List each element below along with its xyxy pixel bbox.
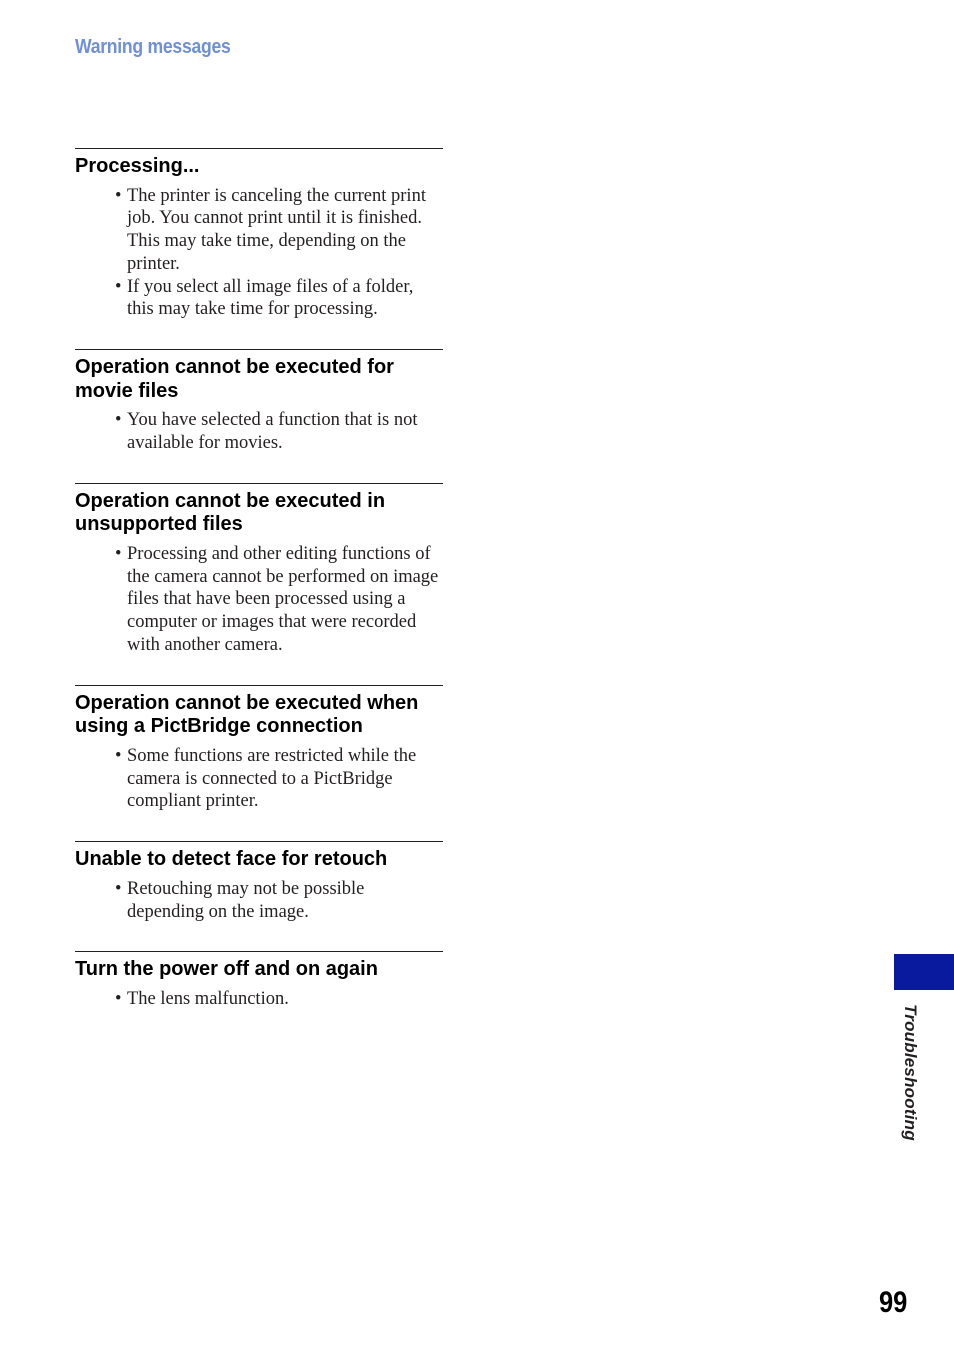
bullet-list xyxy=(75,878,443,924)
page-header-title: Warning messages xyxy=(75,36,231,58)
section-processing xyxy=(75,148,443,321)
bullet-item: • Retouching may not be possible depending on the image. xyxy=(127,878,443,924)
bullet-item: • The printer is canceling the current print job. You cannot print until it is finished. This may take time, depending on the printer. xyxy=(127,185,443,276)
warning-messages-list xyxy=(75,148,443,1039)
section-power-cycle xyxy=(75,951,443,1010)
bullet-list xyxy=(75,409,443,455)
bullet-list xyxy=(75,988,443,1011)
section-face-retouch xyxy=(75,841,443,923)
page-number: 99 xyxy=(879,1286,908,1319)
section-unsupported-files xyxy=(75,483,443,657)
chapter-tab-label: Troubleshooting xyxy=(901,1004,920,1141)
bullet-item: • You have selected a function that is not available for movies. xyxy=(127,409,443,455)
bullet-list xyxy=(75,185,443,322)
section-title: Unable to detect face for retouch xyxy=(75,848,388,871)
section-title: Operation cannot be executed for movie files xyxy=(75,356,394,402)
section-pictbridge xyxy=(75,685,443,813)
bullet-item: • Processing and other editing functions of the camera cannot be performed on image files that have been processed using a computer or images that were recorded with another camera. xyxy=(127,543,443,657)
section-title: Operation cannot be executed in unsupported files xyxy=(75,489,386,536)
bullet-item: • The lens malfunction. xyxy=(127,988,443,1011)
bullet-list xyxy=(75,543,443,657)
bullet-list xyxy=(75,745,443,813)
bullet-item: • Some functions are restricted while the camera is connected to a PictBridge compliant printer. xyxy=(127,745,443,813)
chapter-tab-marker xyxy=(894,954,954,990)
section-movie-files xyxy=(75,349,443,455)
section-title: Processing... xyxy=(75,155,200,177)
section-title: Turn the power off and on again xyxy=(75,958,378,981)
section-title: Operation cannot be executed when using a PictBridge connection xyxy=(75,691,419,738)
bullet-item: • If you select all image files of a folder, this may take time for processing. xyxy=(127,276,443,322)
